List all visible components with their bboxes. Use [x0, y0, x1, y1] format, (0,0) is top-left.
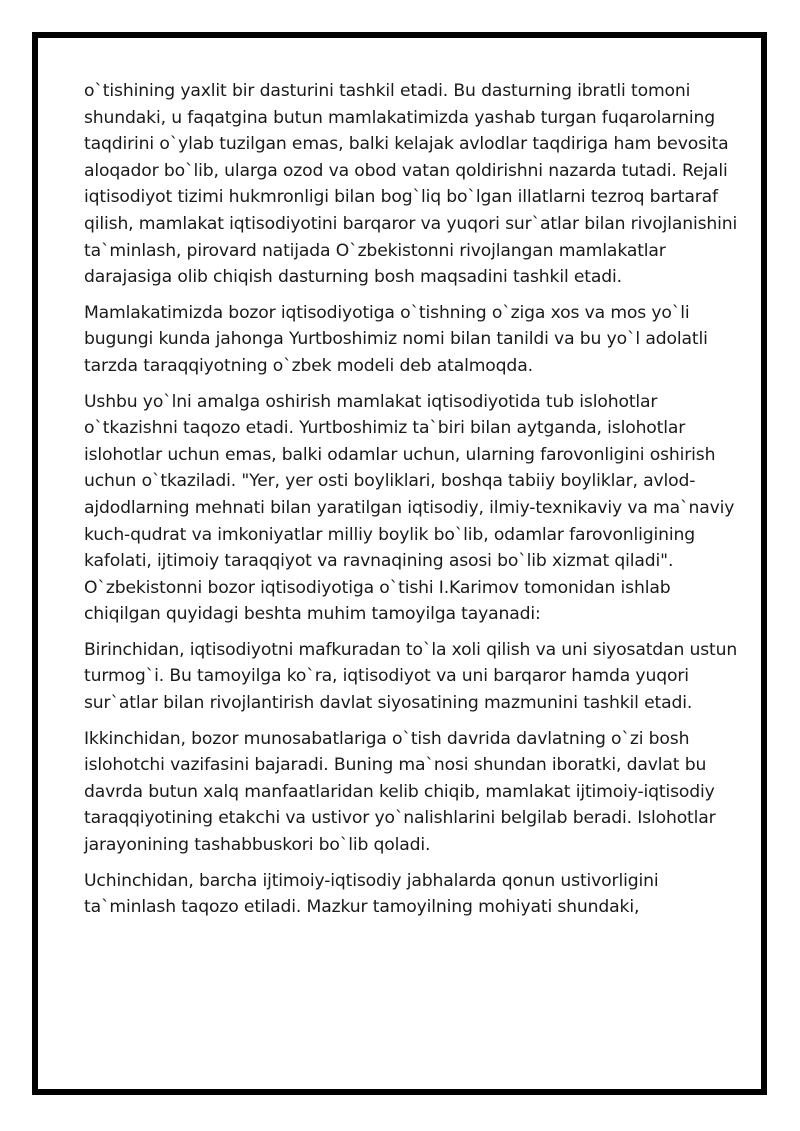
paragraph-1: o`tishining yaxlit bir dasturini tashkil etadi. Bu dasturning ibratli tomoni shundaki, u faqatgina butun mamlakatimizda yashab turgan fuqarolarning taqdirini o`ylab tuzilgan emas, balki kelajak avlodlar taqdiriga ham bevosita aloqador bo`lib, ularga ozod va obod vatan qoldirishni nazarda tutadi. Rejali iqtisodiyot tizimi hukmronligi bilan bog`liq bo`lgan illatlarni tezroq bartaraf qilish, mamlakat iqtisodiyotini barqaror va yuqori sur`atlar bilan rivojlanishini ta`minlash, pirovard natijada O`zbekistonni rivojlangan mamlakatlar darajasiga olib chiqish dasturning bosh maqsadini tashkil etadi.: [84, 81, 738, 288]
paragraph-6: Uchinchidan, barcha ijtimoiy-iqtisodiy jabhalarda qonun ustivorligini ta`minlash taqozo etiladi. Mazkur tamoyilning mohiyati shundaki,: [84, 870, 659, 918]
paragraph-2: Mamlakatimizda bozor iqtisodiyotiga o`tishning o`ziga xos va mos yo`li bugungi kunda jahonga Yurtboshimiz nomi bilan tanildi va bu yo`l adolatli tarzda taraqqiyotning o`zbek modeli deb atalmoqda.: [84, 302, 708, 376]
paragraph-5: Ikkinchidan, bozor munosabatlariga o`tish davrida davlatning o`zi bosh islohotchi vazifasini bajaradi. Buning ma`nosi shundan iboratki, davlat bu davrda butun xalq manfaatlaridan kelib chiqib, mamlakat ijtimoiy-iqtisodiy taraqqiyotining etakchi va ustivor yo`nalishlarini belgilab beradi. Islohotlar jarayonining tashabbuskori bo`lib qoladi.: [84, 728, 716, 856]
paragraph-4: Birinchidan, iqtisodiyotni mafkuradan to`la xoli qilish va uni siyosatdan ustun turmog`i. Bu tamoyilga ko`ra, iqtisodiyot va uni barqaror hamda yuqori sur`atlar bilan rivojlantirish davlat siyosatining mazmunini tashkil etadi.: [84, 639, 738, 714]
document-body: [84, 78, 746, 930]
paragraph-3: Ushbu yo`lni amalga oshirish mamlakat iqtisodiyotida tub islohotlar o`tkazishni taqozo etadi. Yurtboshimiz ta`biri bilan aytganda, islohotlar islohotlar uchun emas, balki odamlar uchun, ularning farovonligini oshirish uchun o`tkaziladi. "Yer, yer osti boyliklari, boshqa tabiiy boyliklar, avlod-ajdodlarning mehnati bilan yaratilgan iqtisodiy, ilmiy-texnikaviy va ma`naviy kuch-qudrat va imkoniyatlar milliy boylik bo`lib, odamlar farovonligining kafolati, ijtimoiy taraqqiyot va ravnaqining asosi bo`lib xizmat qiladi". O`zbekistonni bozor iqtisodiyotiga o`tishi I.Karimov tomonidan ishlab chiqilgan quyidagi beshta muhim tamoyilga tayanadi:: [84, 391, 735, 625]
